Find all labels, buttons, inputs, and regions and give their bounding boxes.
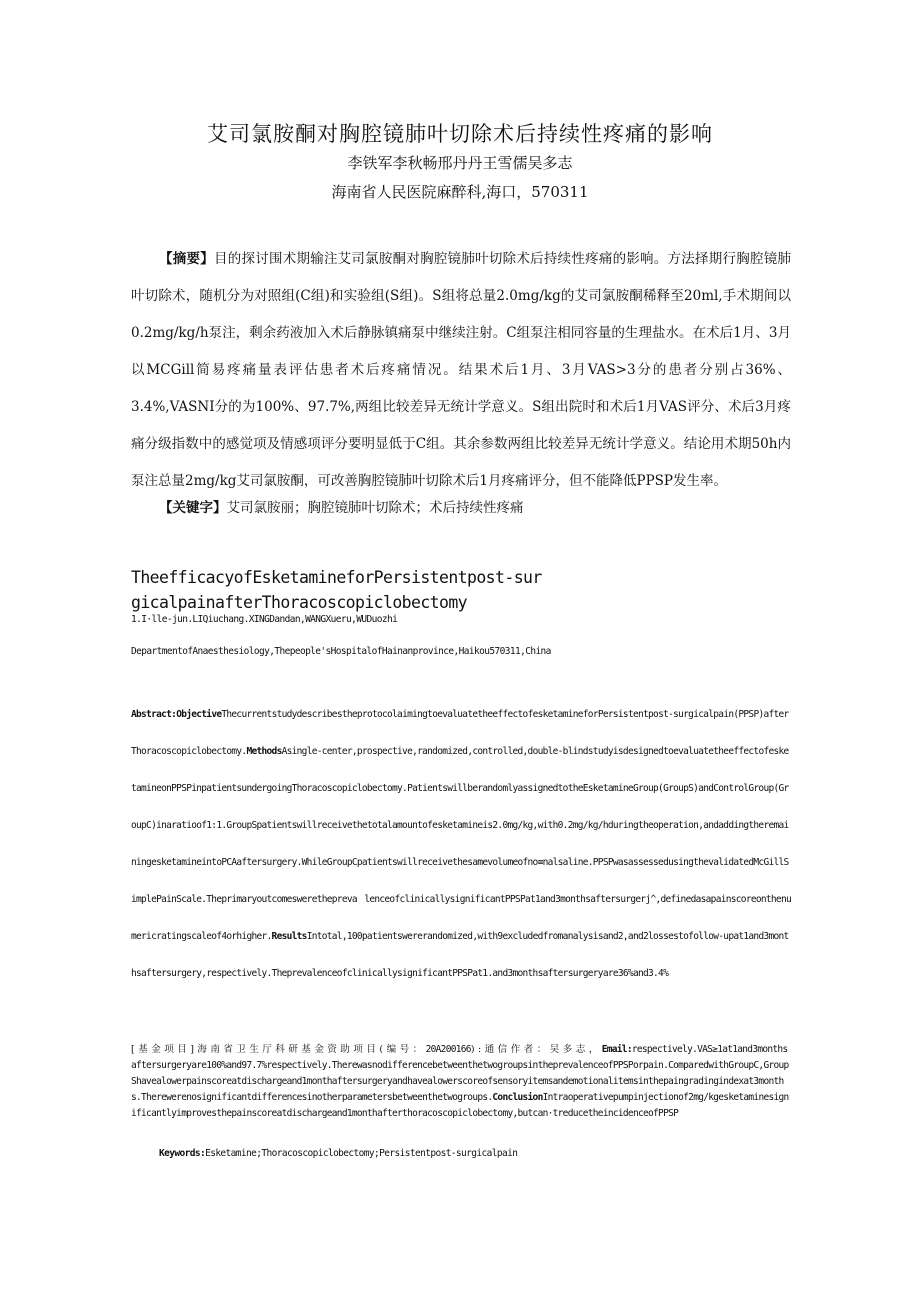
results-text: Intotal,100patientswererandomized,with9excludedfromanalysisand2,and2lossestofollow-upat1and3monthsaftersurgery,respectively.TheprevalenceofclinicallysignificantPPSPat1.and3monthsaftersurgeryare36%and3.4%: [131, 931, 789, 979]
chinese-keywords-label: 【关键字】: [159, 500, 227, 516]
english-authors: 1.I·lle-jun.LIQiuchang.XINGDandan,WANGXueru,WUDuozhi: [131, 614, 398, 625]
english-abstract-label: Abstract:: [131, 709, 177, 720]
objective-text: ThecurrentstudydescribestheprotocolaimingtoevaluatetheeffectofesketamineforPersistentpost-surgicalpain(PPSP)afterThoracoscopiclobectomy.: [131, 709, 789, 757]
conclusion-label: Conclusion: [492, 1092, 543, 1103]
english-keywords-label: Keywords:: [159, 1148, 206, 1159]
email-label: Email:: [601, 1044, 632, 1055]
chinese-keywords: [131, 496, 791, 516]
objective-label: Objective: [176, 709, 222, 720]
english-abstract: [131, 696, 791, 992]
chinese-abstract-text: 目的探讨围术期输注艾司氯胺酮对胸腔镜肺叶切除术后持续性疼痛的影响。方法择期行胸腔镜肺叶切除术，随机分为对照组(C组)和实验组(S组)。S组将总量2.0mg/kg的艾司氯胺酮稀释至20ml,手术期间以0.2mg/kg/h泵注，剩余药液加入术后静脉镇痛泵中继续注射。C组泵注相同容量的生理盐水。在术后1月、3月以MCGill简易疼痛量表评估患者术后疼痛情况。结果术后1月、3月VAS>3分的患者分别占36%、3.4%,VASNI分的为100%、97.7%,两组比较差异无统计学意义。S组出院时和术后1月VAS评分、术后3月疼痛分级指数中的感觉项及情感项评分要明显低于C组。其余参数两组比较差异无统计学意义。结论用术期50h内泵注总量2mg/kg艾司氯胺酮，可改善胸腔镜肺叶切除术后1月疼痛评分，但不能降低PPSP发生率。: [131, 251, 792, 489]
corresponding-author: ):通信作者：吴多志，: [470, 1044, 602, 1055]
chinese-affiliation: 海南省人民医院麻醉科,海口，570311: [331, 183, 589, 201]
methods-label: Methods: [246, 746, 282, 757]
chinese-title: 艾司氯胺酮对胸腔镜肺叶切除术后持续性疼痛的影响: [207, 122, 713, 146]
chinese-keywords-text: 艾司氯胺丽；胸腔镜肺叶切除术；术后持续性疼痛: [226, 500, 524, 516]
footnote-continued-text: respectively.VAS≥1at1and3monthsaftersurgeryare100%and97.7%respectively.TherewasnodifferencebetweenthetwogroupsintheprevalenceofPPSPorpain.ComparedwithGroupC,GroupShavealowerpainscoreatdischargeand1monthaftersurgeryandhavealowerscoreofsensoryitemsandemotionalitemsinthepaingradingindexat3months.Therewerenosignificantdifferencesinotherparametersbetweenthetwogroups.: [131, 1044, 789, 1103]
english-affiliation: DepartmentofAnaesthesiology,Thepeople'sHospitalofHainanprovince,Haikou570311,China: [131, 646, 551, 657]
fund-number: 20A200166: [425, 1044, 471, 1055]
english-keywords-text: Esketamine;Thoracoscopiclobectomy;Persistentpost-surgicalpain: [205, 1148, 518, 1159]
chinese-authors: 李铁军李秋畅邢丹丹王雪儒吴多志: [347, 154, 573, 172]
chinese-abstract-label: 【摘要】: [159, 251, 214, 267]
footnote-funding: [131, 1042, 791, 1122]
fund-project-text: [基金项目]海南省卫生厅科研基金资助项目(编号：: [131, 1044, 426, 1055]
methods-text: Asingle-center,prospective,randomized,controlled,double-blindstudyisdesignedtoevaluatetheeffectofesketamineonPPSPinpatientsundergoingThoracoscopiclobectomy.PatientswillberandomlyassignedtotheEsketamineGroup(GroupS)andControlGroup(GroupC)inaratioof1:1.GroupSpatientswillreceivethetotalamountofesketamineis2.0mg/kg,with0.2mg/kg/hduringtheoperation,andaddingtheremainingesketamineintoPCAaftersurgery.WhileGroupCpatientswillreceivethesamevolumeofno≡nalsaline.PPSPwasassessedusingthevalidatedMcGillSimplePainScale.Theprimaryoutcomeswerethepreva lenceofclinicallysignificantPPSPat1and3monthsaftersurgerj^,definedasapainscoreonthenumericratingscaleof4orhigher.: [131, 746, 791, 942]
english-keywords: [159, 1148, 517, 1159]
english-title: TheefficacyofEsketamineforPersistentpost-surgicalpainafterThoracoscopiclobectomy: [131, 568, 542, 612]
conclusion-text: Intraoperativepumpinjectionof2mg/kgesketaminesignificantlyimprovesthepainscoreatdischargeand1monthafterthoracoscopiclobectomy,butcan·treducetheincidenceofPPSP: [131, 1092, 789, 1119]
chinese-abstract: [131, 241, 791, 500]
results-label: Results: [271, 931, 307, 942]
